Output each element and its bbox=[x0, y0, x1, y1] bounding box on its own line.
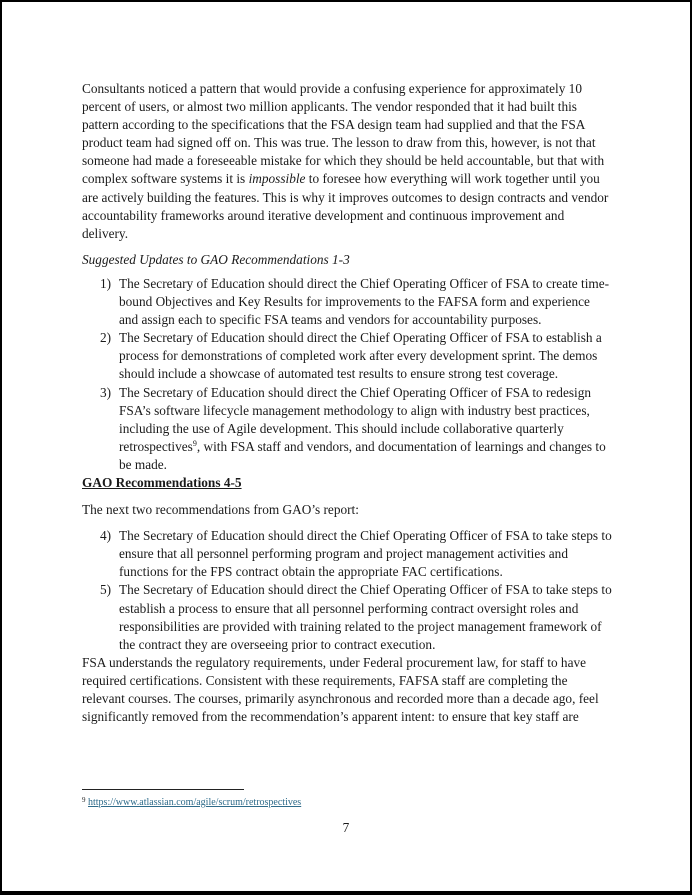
list-number: 3) bbox=[100, 384, 112, 400]
body-paragraph bbox=[82, 80, 612, 243]
list-item-text: The Secretary of Education should direct the Chief Operating Officer of FSA to establish a process for demonstrations of completed work after every development sprint. The demos should include a showcase of automated test results to ensure strong test coverage. bbox=[119, 330, 602, 382]
list-item bbox=[82, 329, 612, 383]
body-paragraph: FSA understands the regulatory requirements, under Federal procurement law, for staff to have required certifications. Consistent with these requirements, FAFSA staff are completing the relevant courses. The courses, primarily asynchronous and recorded more than a decade ago, feel significantly removed from the recommendation’s apparent intent: to ensure that key staff are bbox=[82, 654, 599, 725]
list-item-text: The Secretary of Education should direct the Chief Operating Officer of FSA to take steps to ensure that all personnel performing program and project management activities and functions for the FPS contract obtain the appropriate FAC certifications. bbox=[119, 528, 612, 580]
list-item bbox=[82, 275, 612, 329]
list-item bbox=[82, 527, 612, 581]
footnote-reference[interactable]: 9 bbox=[192, 438, 197, 448]
list-number: 2) bbox=[100, 330, 112, 346]
list-number: 4) bbox=[100, 528, 112, 544]
list-item bbox=[82, 581, 612, 653]
subheading: Suggested Updates to GAO Recommendations 1-3 bbox=[82, 251, 350, 267]
paragraph-text: Consultants noticed a pattern that would provide a confusing experience for approximately 10 percent of users, or almost two million applicants. The vendor responded that it had built this pattern according to the specifications that the FSA design team had supplied and that the FSA product team had signed off on. This was true. The lesson to draw from this, however, is not that someone had made a foreseeable mistake for which they should be held accountable, but that with complex software systems it is bbox=[82, 81, 605, 187]
footnote bbox=[82, 797, 301, 809]
page-number: 7 bbox=[342, 820, 350, 835]
page-body bbox=[82, 80, 612, 726]
section-heading: GAO Recommendations 4-5 bbox=[82, 474, 242, 490]
footnote-number: 9 bbox=[82, 796, 86, 804]
list-item-text: The Secretary of Education should direct the Chief Operating Officer of FSA to create time-bound Objectives and Key Results for improvements to the FAFSA form and experience and assign each to specific FSA teams and vendors for accountability purposes. bbox=[119, 275, 610, 328]
emphasis-text: impossible bbox=[248, 171, 306, 187]
list-item-text: The Secretary of Education should direct the Chief Operating Officer of FSA to take steps to establish a process to ensure that all personnel performing contract oversight roles and responsibilities are provided with training related to the project management framework of the contract they are overseeing prior to contract execution. bbox=[119, 582, 612, 652]
list-number: 1) bbox=[100, 275, 112, 291]
list-number: 5) bbox=[100, 582, 112, 598]
paragraph-text: to foresee how everything will work together until you are actively building the features. This is why it improves outcomes to design contracts and vendor accountability frameworks around iterative development and continuous improvement and delivery. bbox=[82, 171, 609, 241]
suggested-updates-list bbox=[82, 275, 612, 474]
list-item-text: , with FSA staff and vendors, and documentation of learnings and changes to be made. bbox=[119, 438, 606, 472]
footnote-separator bbox=[82, 789, 244, 790]
list-item bbox=[82, 384, 612, 474]
list-item-text: The Secretary of Education should direct the Chief Operating Officer of FSA to redesign FSA’s software lifecycle management methodology to align with industry best practices, including the use of Agile development. This should include collaborative quarterly retrospectives bbox=[119, 384, 592, 454]
gao-recommendations-list bbox=[82, 527, 612, 654]
footnote-link[interactable]: https://www.atlassian.com/agile/scrum/retrospectives bbox=[88, 797, 302, 808]
intro-paragraph: The next two recommendations from GAO’s report: bbox=[82, 502, 359, 518]
